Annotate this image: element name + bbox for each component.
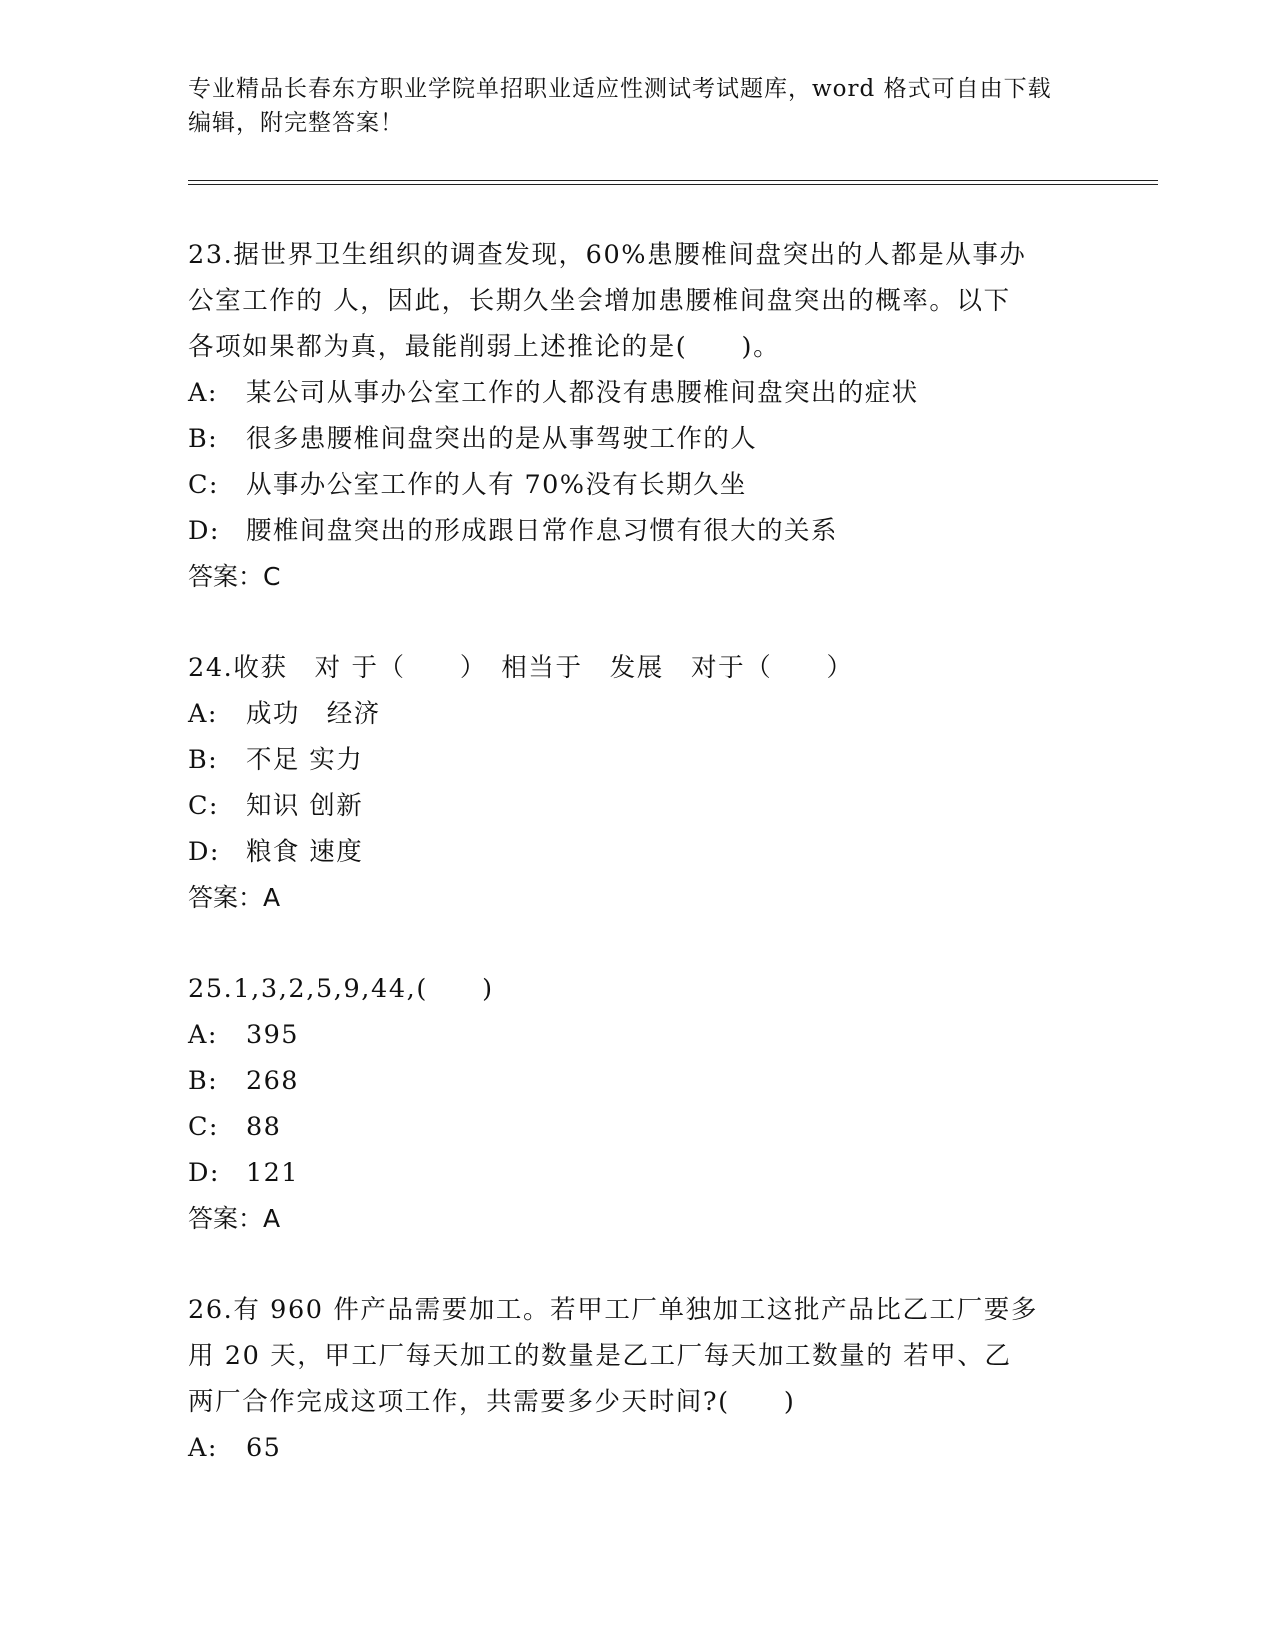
question-block <box>188 645 1088 921</box>
answer-option <box>188 691 1088 737</box>
option-text: 很多患腰椎间盘突出的是从事驾驶工作的人 <box>246 424 758 454</box>
answer-key: 答案：C <box>188 562 281 591</box>
answer-key: 答案：A <box>188 1204 281 1233</box>
question-stem-line: 25.1,3,2,5,9,44,( ) <box>188 974 494 1004</box>
answer-option <box>188 1012 1088 1058</box>
option-text: 从事办公室工作的人有 70%没有长期久坐 <box>246 470 747 500</box>
question-stem-line: 用 20 天，甲工厂每天加工的数量是乙工厂每天加工数量的 若甲、乙 <box>188 1341 1012 1371</box>
answer-option <box>188 508 1088 554</box>
question-stem <box>188 232 1088 370</box>
option-key: A: <box>188 378 218 408</box>
answer-option <box>188 1150 1088 1196</box>
header-divider <box>188 184 1158 185</box>
answer-option <box>188 370 1088 416</box>
answer-key: 答案：A <box>188 883 281 912</box>
option-text: 395 <box>246 1020 299 1050</box>
option-text: 88 <box>246 1112 282 1142</box>
option-key: D: <box>188 516 220 546</box>
question-stem-line: 各项如果都为真，最能削弱上述推论的是( )。 <box>188 332 781 362</box>
question-block <box>188 966 1088 1242</box>
option-text: 某公司从事办公室工作的人都没有患腰椎间盘突出的症状 <box>246 378 919 408</box>
answer-option <box>188 1058 1088 1104</box>
question-stem <box>188 1287 1088 1425</box>
option-text: 65 <box>246 1433 282 1463</box>
option-key: B: <box>188 424 219 454</box>
question-stem-line: 两厂合作完成这项工作，共需要多少天时间?( ) <box>188 1387 796 1417</box>
option-key: D: <box>188 1158 220 1188</box>
answer-option <box>188 1104 1088 1150</box>
page-header <box>188 72 1068 140</box>
option-key: A: <box>188 1433 218 1463</box>
option-text: 粮食 速度 <box>246 837 364 867</box>
header-divider <box>188 180 1158 181</box>
answer-option <box>188 462 1088 508</box>
header-line: 编辑，附完整答案！ <box>188 110 404 136</box>
option-text: 成功 经济 <box>246 699 381 729</box>
option-key: D: <box>188 837 220 867</box>
option-key: B: <box>188 1066 219 1096</box>
option-text: 121 <box>246 1158 299 1188</box>
answer-option <box>188 829 1088 875</box>
option-key: A: <box>188 1020 218 1050</box>
question-stem-line: 24.收获 对 于（ ） 相当于 发展 对于（ ） <box>188 653 854 683</box>
question-block <box>188 232 1088 600</box>
answer-option <box>188 737 1088 783</box>
option-key: C: <box>188 791 219 821</box>
answer-option <box>188 783 1088 829</box>
option-text: 不足 实力 <box>246 745 364 775</box>
answer-option <box>188 1425 1088 1471</box>
option-text: 知识 创新 <box>246 791 364 821</box>
option-key: B: <box>188 745 219 775</box>
option-text: 268 <box>246 1066 299 1096</box>
question-stem-line: 23.据世界卫生组织的调查发现，60%患腰椎间盘突出的人都是从事办 <box>188 240 1027 270</box>
question-stem <box>188 645 1088 691</box>
option-key: A: <box>188 699 218 729</box>
question-stem <box>188 966 1088 1012</box>
answer-option <box>188 416 1088 462</box>
header-line: 专业精品长春东方职业学院单招职业适应性测试考试题库，word 格式可自由下载 <box>188 76 1052 102</box>
option-text: 腰椎间盘突出的形成跟日常作息习惯有很大的关系 <box>246 516 838 546</box>
question-list <box>188 232 1088 1516</box>
question-block <box>188 1287 1088 1471</box>
option-key: C: <box>188 470 219 500</box>
question-stem-line: 26.有 960 件产品需要加工。若甲工厂单独加工这批产品比乙工厂要多 <box>188 1295 1038 1325</box>
option-key: C: <box>188 1112 219 1142</box>
question-stem-line: 公室工作的 人，因此，长期久坐会增加患腰椎间盘突出的概率。以下 <box>188 286 1011 316</box>
